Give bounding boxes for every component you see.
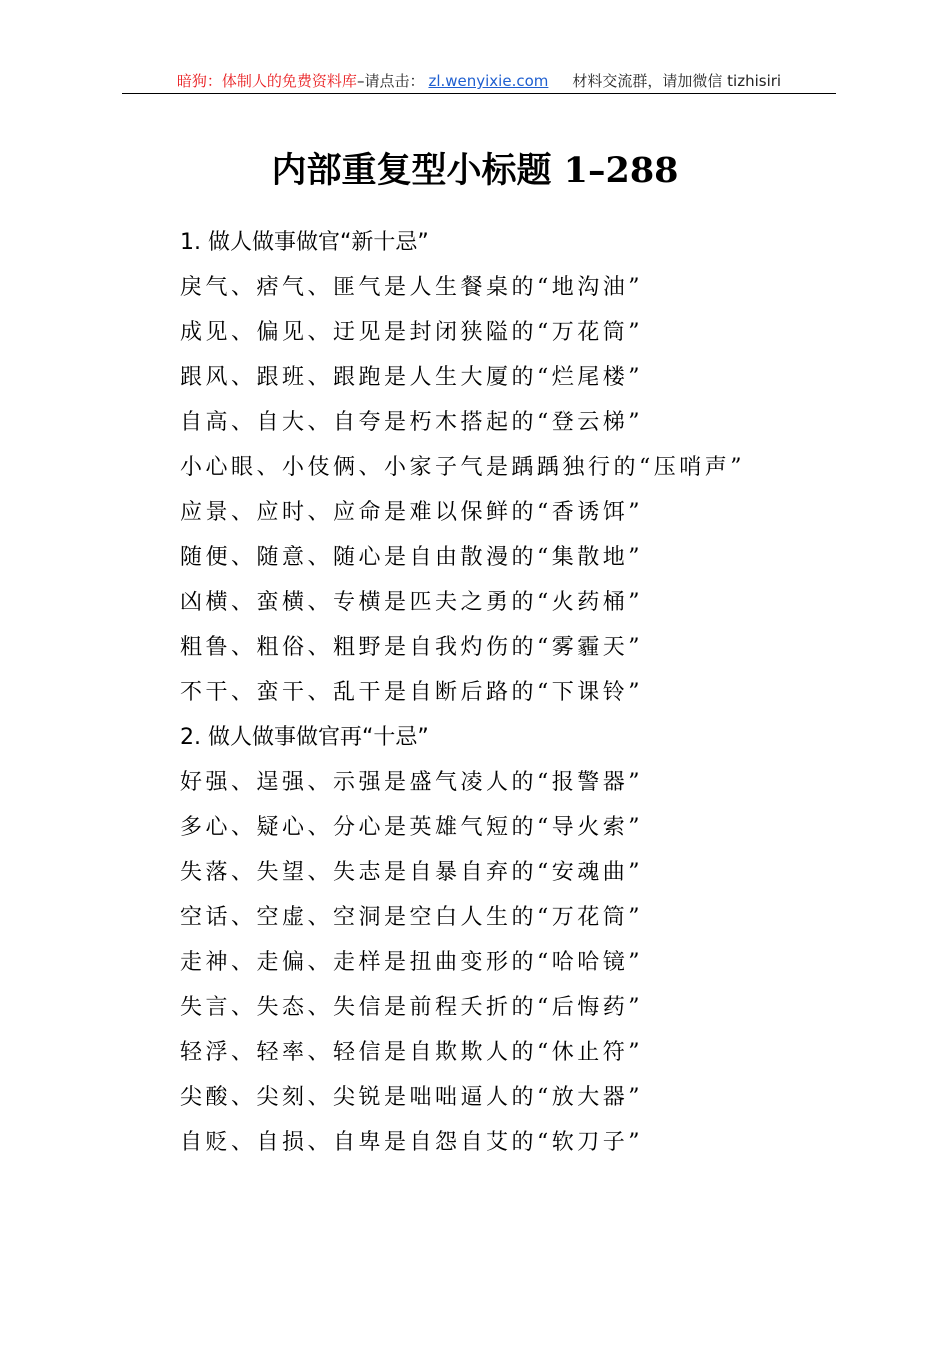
- header-prompt: –请点击：: [356, 72, 425, 90]
- text-line: 尖酸、尖刻、尖锐是咄咄逼人的“放大器”: [180, 1085, 643, 1110]
- text-line: 走神、走偏、走样是扭曲变形的“哈哈镜”: [180, 950, 643, 975]
- header-rule: [122, 93, 836, 94]
- text-line: 随便、随意、随心是自由散漫的“集散地”: [180, 545, 643, 570]
- text-line: 小心眼、小伎俩、小家子气是踽踽独行的“压哨声”: [180, 455, 745, 480]
- section-2: [180, 715, 880, 1165]
- section-heading: 1. 做人做事做官“新十忌”: [180, 230, 429, 255]
- text-line: 自贬、自损、自卑是自怨自艾的“软刀子”: [180, 1130, 643, 1155]
- document-title: 内部重复型小标题 1–288: [271, 150, 679, 191]
- text-line: 跟风、跟班、跟跑是人生大厦的“烂尾楼”: [180, 365, 643, 390]
- text-line: 自高、自大、自夸是朽木搭起的“登云梯”: [180, 410, 643, 435]
- text-line: 凶横、蛮横、专横是匹夫之勇的“火药桶”: [180, 590, 643, 615]
- section-1: [180, 220, 880, 715]
- text-line: 不干、蛮干、乱干是自断后路的“下课铃”: [180, 680, 643, 705]
- text-line: 空话、空虚、空洞是空白人生的“万花筒”: [180, 905, 643, 930]
- text-line: 失落、失望、失志是自暴自弃的“安魂曲”: [180, 860, 643, 885]
- document-body: [180, 220, 880, 1165]
- text-line: 多心、疑心、分心是英雄气短的“导火索”: [180, 815, 643, 840]
- text-line: 失言、失态、失信是前程夭折的“后悔药”: [180, 995, 643, 1020]
- text-line: 轻浮、轻率、轻信是自欺欺人的“休止符”: [180, 1040, 643, 1065]
- text-line: 好强、逞强、示强是盛气凌人的“报警器”: [180, 770, 643, 795]
- header-note: 材料交流群，请加微信 tizhisiri: [572, 72, 782, 90]
- text-line: 戾气、痞气、匪气是人生餐桌的“地沟油”: [180, 275, 643, 300]
- header-site-name: 暗狗：体制人的免费资料库: [176, 72, 357, 90]
- header-url-link[interactable]: zl.wenyixie.com: [428, 72, 549, 90]
- text-line: 应景、应时、应命是难以保鲜的“香诱饵”: [180, 500, 643, 525]
- section-heading: 2. 做人做事做官再“十忌”: [180, 725, 429, 750]
- page-header: [122, 70, 836, 91]
- text-line: 粗鲁、粗俗、粗野是自我灼伤的“雾霾天”: [180, 635, 643, 660]
- text-line: 成见、偏见、迂见是封闭狭隘的“万花筒”: [180, 320, 643, 345]
